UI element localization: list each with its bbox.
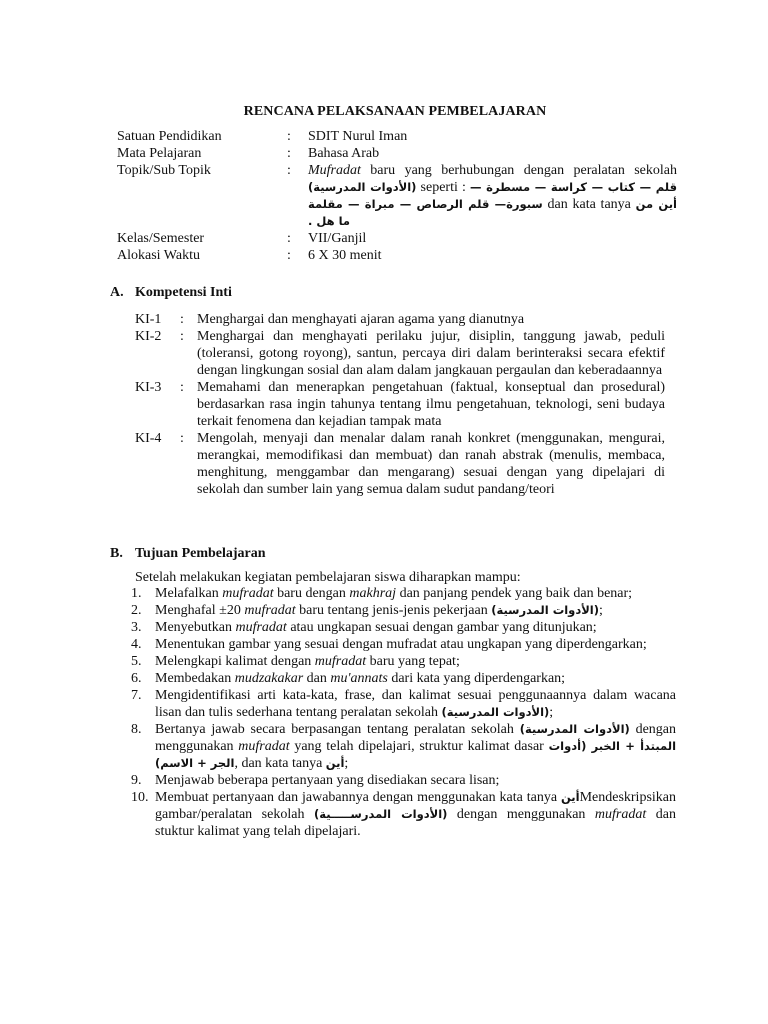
ki-text: Menghargai dan menghayati perilaku jujur, disiplin, tanggung jawab, peduli (toleransi, gotong royong), santun, percaya diri dalam berinteraksi secara efektif dengan lingkungan sosial dan alam dalam jangkauan pergaulan dan keberadaannya xyxy=(197,329,665,378)
identity-row-subject xyxy=(117,145,677,162)
arabic-term: (الأدوات المدرسية) xyxy=(441,705,550,719)
ki-colon: : xyxy=(180,431,184,446)
identity-colon: : xyxy=(287,248,291,263)
ki-colon: : xyxy=(180,329,184,344)
goal-number: 1. xyxy=(131,586,142,601)
arabic-term: أين xyxy=(325,756,345,770)
goal-item xyxy=(117,772,676,789)
goal-item xyxy=(117,602,676,619)
goal-text-run: ; xyxy=(599,603,603,618)
ki-code: KI-1 xyxy=(135,312,162,327)
identity-label: Topik/Sub Topik xyxy=(117,163,211,178)
ki-colon: : xyxy=(180,380,184,395)
goal-text-run: dengan menggunakan xyxy=(155,722,676,754)
goal-text-run: Menyebutkan xyxy=(155,620,236,635)
identity-row-topic xyxy=(117,162,677,230)
goal-text xyxy=(155,772,676,789)
goal-text-run: dan xyxy=(303,671,331,686)
topic-text: seperti : xyxy=(416,180,471,195)
goal-number: 6. xyxy=(131,671,142,686)
goal-number: 7. xyxy=(131,688,142,703)
goal-text-run: Mendeskripsikan gambar/peralatan sekolah xyxy=(155,790,676,822)
goal-number: 5. xyxy=(131,654,142,669)
ki-colon: : xyxy=(180,312,184,327)
goal-text-run: baru yang tepat; xyxy=(366,654,460,669)
identity-value: SDIT Nurul Iman xyxy=(308,129,408,144)
goal-text xyxy=(155,670,676,687)
section-title: Kompetensi Inti xyxy=(135,285,232,300)
ki-code: KI-3 xyxy=(135,380,162,395)
goals-list xyxy=(117,585,676,840)
identity-value: VII/Ganjil xyxy=(308,231,367,246)
goal-text xyxy=(155,721,676,772)
goal-text-run: Menentukan gambar yang sesuai dengan mufradat atau ungkapan yang diperdengarkan; xyxy=(155,637,647,652)
goal-text-run: dan stuktur kalimat yang telah dipelajari. xyxy=(155,807,676,839)
goal-text-run: yang telah dipelajari, struktur kalimat dasar xyxy=(289,739,549,754)
identity-value: Bahasa Arab xyxy=(308,146,380,161)
section-b-heading xyxy=(110,546,266,562)
italic-term: mufradat xyxy=(594,807,647,822)
goal-text-run: Menjawab beberapa pertanyaan yang disediakan secara lisan; xyxy=(155,773,500,788)
goal-text-run: ; xyxy=(344,756,349,771)
goal-item xyxy=(117,687,676,721)
goal-text-run: dan panjang pendek yang baik dan benar; xyxy=(396,586,633,601)
identity-label: Kelas/Semester xyxy=(117,231,205,246)
identity-row-time xyxy=(117,247,677,264)
ki-list xyxy=(135,311,665,498)
arabic-term: (الأدوات المدرسية) xyxy=(519,722,630,736)
goal-text-run: Membuat pertanyaan dan jawabannya dengan menggunakan kata tanya xyxy=(155,790,561,805)
identity-row-school xyxy=(117,128,677,145)
goal-text xyxy=(155,636,676,653)
italic-term: mufradat xyxy=(235,620,287,635)
goal-item xyxy=(117,619,676,636)
ki-code: KI-2 xyxy=(135,329,162,344)
goal-number: 8. xyxy=(131,722,142,737)
goal-text-run: Melengkapi kalimat dengan xyxy=(155,654,315,669)
italic-term: mu'annats xyxy=(330,671,388,686)
goal-number: 2. xyxy=(131,603,142,618)
ki-text: Menghargai dan menghayati ajaran agama yang dianutnya xyxy=(197,312,525,327)
ki-item xyxy=(135,430,665,498)
goal-item xyxy=(117,636,676,653)
goal-text-run: Bertanya jawab secara berpasangan tentang peralatan sekolah xyxy=(155,722,520,737)
goal-number: 9. xyxy=(131,773,142,788)
goal-text-run: baru tentang jenis-jenis pekerjaan xyxy=(295,603,492,618)
goal-text-run: Menghafal ±20 xyxy=(155,603,245,618)
section-letter: A. xyxy=(110,285,124,300)
goal-text-run: dengan menggunakan xyxy=(447,807,595,822)
italic-term: mufradat xyxy=(238,739,290,754)
identity-value-topic xyxy=(308,162,677,230)
goal-number: 4. xyxy=(131,637,142,652)
goal-text-run: atau ungkapan sesuai dengan gambar yang ditunjukan; xyxy=(286,620,597,635)
identity-row-class xyxy=(117,230,677,247)
term-mufradat: Mufradat xyxy=(308,163,361,178)
section-letter: B. xyxy=(110,546,123,561)
goal-text xyxy=(155,585,676,602)
identity-colon: : xyxy=(287,146,291,161)
identity-colon: : xyxy=(287,129,291,144)
ki-item xyxy=(135,328,665,379)
arabic-term: أين xyxy=(560,790,580,804)
italic-term: mufradat xyxy=(314,654,367,669)
goal-text xyxy=(155,687,676,721)
ki-text: Memahami dan menerapkan pengetahuan (faktual, konseptual dan prosedural) berdasarkan rasa ingin tahunya tentang ilmu pengetahuan, teknologi, seni budaya terkait fenomena dan kejadian tampak mata xyxy=(197,380,665,429)
identity-table xyxy=(117,128,677,264)
goal-text-run: ; xyxy=(549,705,554,720)
ki-item xyxy=(135,379,665,430)
arabic-vocab-list: قلم — كتاب — كراسة — مسطرة — سبورة— قلم الرصاص — مبراة — مقلمة xyxy=(308,180,678,211)
page-title: RENCANA PELAKSANAAN PEMBELAJARAN xyxy=(243,104,547,119)
goal-text xyxy=(155,619,676,636)
section-a-heading xyxy=(110,285,232,301)
ki-item xyxy=(135,311,665,328)
arabic-term: (الأدوات المدرسية) xyxy=(308,180,417,194)
arabic-term: المبتدأ + الخبر (أدوات الجر + الاسم) xyxy=(155,739,677,770)
identity-colon: : xyxy=(287,231,291,246)
topic-text: dan kata tanya xyxy=(542,197,636,212)
goal-text-run: Membedakan xyxy=(155,671,235,686)
identity-label: Mata Pelajaran xyxy=(117,146,202,161)
goals-intro: Setelah melakukan kegiatan pembelajaran siswa diharapkan mampu: xyxy=(135,570,521,585)
italic-term: mudzakakar xyxy=(234,671,304,686)
arabic-question-words: أين من ما هل . xyxy=(308,197,677,228)
goal-text xyxy=(155,602,676,619)
identity-value: 6 X 30 menit xyxy=(308,248,382,263)
topic-text: baru yang berhubungan dengan peralatan sekolah xyxy=(360,163,677,178)
goal-number: 10. xyxy=(131,790,149,805)
italic-term: makhraj xyxy=(349,586,397,601)
goal-item xyxy=(117,789,676,840)
arabic-term: (الأدوات المدرســـــية) xyxy=(313,807,448,821)
section-title: Tujuan Pembelajaran xyxy=(135,546,266,561)
identity-colon: : xyxy=(287,163,291,178)
goal-item xyxy=(117,670,676,687)
ki-code: KI-4 xyxy=(135,431,162,446)
goal-item xyxy=(117,653,676,670)
goal-text xyxy=(155,653,676,670)
goal-item xyxy=(117,721,676,772)
arabic-term: (الأدوات المدرسية) xyxy=(491,603,599,617)
goal-text-run: baru dengan xyxy=(273,586,350,601)
goal-text-run: Mengidentifikasi arti kata-kata, frase, dan kalimat sesuai penggunaannya dalam wacana lisan dan tulis sederhana tentang peralatan sekolah xyxy=(155,688,676,720)
goal-text-run: dari kata yang diperdengarkan; xyxy=(387,671,566,686)
goal-item xyxy=(117,585,676,602)
ki-text: Mengolah, menyaji dan menalar dalam ranah konkret (menggunakan, mengurai, merangkai, memodifikasi dan membuat) dan ranah abstrak (menulis, membaca, menghitung, menggambar dan mengarang) sesuai dengan yang dipelajari di sekolah dan sumber lain yang semua dalam sudut pandang/teori xyxy=(197,431,665,497)
identity-label: Alokasi Waktu xyxy=(117,248,200,263)
goal-text-run: Melafalkan xyxy=(155,586,223,601)
italic-term: mufradat xyxy=(244,603,296,618)
italic-term: mufradat xyxy=(222,586,274,601)
goal-number: 3. xyxy=(131,620,142,635)
identity-label: Satuan Pendidikan xyxy=(117,129,222,144)
goal-text xyxy=(155,789,676,840)
goal-text-run: , dan kata tanya xyxy=(234,756,326,771)
